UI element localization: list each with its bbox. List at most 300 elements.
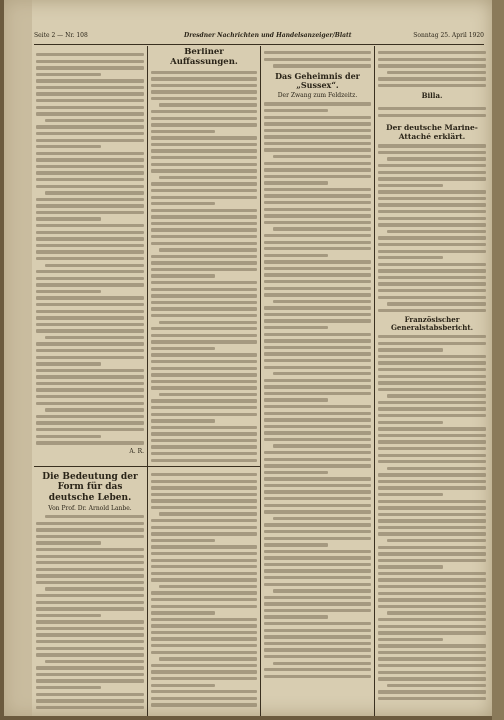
text-line <box>264 543 328 546</box>
text-line <box>264 234 371 237</box>
text-line <box>151 380 257 383</box>
article-continuation <box>264 48 371 70</box>
text-line <box>151 486 257 489</box>
text-line <box>378 493 443 496</box>
text-line <box>36 310 144 313</box>
text-line <box>36 329 144 332</box>
text-line <box>378 77 486 80</box>
text-line <box>264 504 371 507</box>
text-line <box>36 679 144 682</box>
text-line <box>378 223 486 226</box>
text-line <box>264 655 371 658</box>
binding-edge <box>492 0 504 720</box>
text-line <box>264 431 371 434</box>
text-line <box>36 316 144 319</box>
text-line <box>36 441 144 444</box>
text-line <box>151 327 257 330</box>
text-line <box>378 651 486 654</box>
text-line <box>264 352 371 355</box>
text-line <box>378 500 486 503</box>
text-line <box>36 277 144 280</box>
text-line <box>378 342 486 345</box>
text-line <box>36 270 144 273</box>
text-line <box>264 556 371 559</box>
text-line <box>151 222 257 225</box>
text-line <box>264 241 371 244</box>
text-line <box>36 165 144 168</box>
article-billa-body <box>378 104 486 122</box>
text-line <box>264 287 371 290</box>
text-line <box>151 189 257 192</box>
text-line <box>151 182 257 185</box>
text-line <box>151 499 257 502</box>
text-line <box>151 611 215 614</box>
text-line <box>159 321 257 324</box>
text-line <box>151 228 257 231</box>
text-line <box>378 348 443 351</box>
text-line <box>378 592 486 595</box>
article-bedeutung <box>36 472 144 712</box>
text-line <box>151 413 257 416</box>
text-line <box>264 326 328 329</box>
text-line <box>378 480 486 483</box>
article-byline: Von Prof. Dr. Arnold Lanbe. <box>48 505 132 513</box>
text-line <box>378 440 486 443</box>
article-title: Billa. <box>421 92 443 100</box>
text-line <box>378 84 486 87</box>
text-line <box>36 250 144 253</box>
article-title: Französischer Generalstabsbericht. <box>390 316 474 333</box>
text-line <box>159 393 257 396</box>
text-line <box>378 184 443 187</box>
text-line <box>264 471 328 474</box>
text-line <box>151 386 257 389</box>
text-line <box>378 618 486 621</box>
text-line <box>159 512 257 515</box>
text-line <box>378 375 486 378</box>
text-line <box>264 629 371 632</box>
text-line <box>151 419 215 422</box>
text-line <box>36 541 101 544</box>
text-line <box>264 458 371 461</box>
text-line <box>36 106 144 109</box>
text-line <box>36 296 144 299</box>
text-line <box>378 572 486 575</box>
text-line <box>378 625 486 628</box>
text-line <box>36 428 144 431</box>
text-line <box>151 130 215 133</box>
text-line <box>264 510 371 513</box>
column-divider <box>260 46 261 716</box>
text-line <box>378 585 486 588</box>
text-line <box>378 243 486 246</box>
text-line <box>264 398 328 401</box>
text-line <box>36 79 144 82</box>
text-line <box>264 129 371 132</box>
text-line <box>387 157 486 160</box>
text-line <box>264 247 371 250</box>
text-line <box>36 237 144 240</box>
text-line <box>273 155 371 158</box>
text-line <box>264 385 371 388</box>
article-title: Das Geheimnis der „Sussex“. <box>275 72 360 91</box>
text-line <box>159 657 257 660</box>
text-line <box>264 51 371 54</box>
article-continuation <box>378 48 486 88</box>
text-line <box>264 175 371 178</box>
text-line <box>264 366 371 369</box>
text-line <box>151 426 257 429</box>
text-line <box>151 274 215 277</box>
text-line <box>378 598 486 601</box>
newspaper-title: Dresdner Nachrichten und Handelsanzeiger/Blatt <box>184 32 352 39</box>
text-line <box>264 181 328 184</box>
text-line <box>151 605 257 608</box>
text-line <box>264 648 371 651</box>
text-line <box>264 392 371 395</box>
text-line <box>151 136 257 139</box>
text-line <box>378 506 486 509</box>
text-line <box>36 178 144 181</box>
text-line <box>378 546 486 549</box>
text-line <box>264 615 328 618</box>
text-line <box>151 552 257 555</box>
text-line <box>36 198 144 201</box>
text-line <box>264 280 371 283</box>
text-line <box>378 414 486 417</box>
text-line <box>378 269 486 272</box>
text-line <box>36 555 144 558</box>
text-line <box>45 408 144 411</box>
text-line <box>378 388 486 391</box>
text-line <box>36 706 144 709</box>
text-line <box>378 407 486 410</box>
article-franz <box>378 316 486 712</box>
text-line <box>378 164 486 167</box>
text-line <box>151 572 257 575</box>
text-line <box>264 267 371 270</box>
text-line <box>151 406 257 409</box>
text-line <box>264 596 371 599</box>
text-line <box>264 576 371 579</box>
text-line <box>387 71 486 74</box>
text-line <box>45 336 144 339</box>
text-line <box>151 439 257 442</box>
text-line <box>378 657 486 660</box>
text-line <box>151 353 257 356</box>
text-line <box>264 635 371 638</box>
text-line <box>264 194 371 197</box>
text-line <box>264 168 371 171</box>
text-line <box>387 611 486 614</box>
text-line <box>378 144 486 147</box>
newspaper-page <box>4 0 492 716</box>
text-line <box>36 73 101 76</box>
text-line <box>151 288 257 291</box>
column-divider <box>374 46 375 716</box>
text-line <box>378 296 486 299</box>
text-line <box>151 519 257 522</box>
text-line <box>378 361 486 364</box>
text-line <box>36 145 101 148</box>
text-line <box>151 664 257 667</box>
text-line <box>36 640 144 643</box>
article-title: Die Bedeutung der Form für das deutsche Leben. <box>42 472 138 503</box>
text-line <box>159 248 257 251</box>
text-line <box>36 568 144 571</box>
text-line <box>264 602 371 605</box>
text-line <box>378 532 486 535</box>
text-line <box>378 454 486 457</box>
text-line <box>151 367 257 370</box>
text-line <box>36 132 144 135</box>
text-line <box>151 618 257 621</box>
text-line <box>264 464 371 467</box>
text-line <box>36 283 144 286</box>
text-line <box>273 372 371 375</box>
text-line <box>378 217 486 220</box>
masthead <box>34 30 484 42</box>
column-divider <box>147 46 148 466</box>
text-line <box>264 523 371 526</box>
text-line <box>273 662 371 665</box>
issue-date: Sonntag 25. April 1920 <box>413 32 484 39</box>
text-line <box>378 552 486 555</box>
page-margin <box>4 0 32 716</box>
text-line <box>36 303 144 306</box>
text-line <box>378 697 486 700</box>
article-berliner <box>151 48 257 464</box>
text-line <box>378 381 486 384</box>
text-line <box>151 578 257 581</box>
text-line <box>159 176 257 179</box>
text-line <box>264 425 371 428</box>
text-line <box>378 486 486 489</box>
text-line <box>151 84 257 87</box>
text-line <box>264 497 371 500</box>
text-line <box>151 255 257 258</box>
text-line <box>36 152 144 155</box>
text-line <box>387 684 486 687</box>
text-line <box>151 532 257 535</box>
text-line <box>264 379 371 382</box>
text-line <box>36 607 144 610</box>
text-line <box>36 421 144 424</box>
text-line <box>36 185 144 188</box>
text-line <box>378 355 486 358</box>
text-line <box>264 359 371 362</box>
text-line <box>273 444 371 447</box>
text-line <box>36 574 144 577</box>
text-line <box>151 123 257 126</box>
text-line <box>151 493 257 496</box>
text-line <box>264 563 371 566</box>
text-line <box>151 110 257 113</box>
text-line <box>36 395 144 398</box>
text-line <box>36 349 144 352</box>
text-line <box>273 300 371 303</box>
text-line <box>378 236 486 239</box>
text-line <box>264 438 371 441</box>
article-bedeutung-cont <box>151 470 257 712</box>
text-line <box>36 561 144 564</box>
text-line <box>378 631 486 634</box>
text-line <box>36 647 144 650</box>
text-line <box>151 209 257 212</box>
text-line <box>151 373 257 376</box>
text-line <box>378 473 486 476</box>
text-line <box>36 257 144 260</box>
text-line <box>378 210 486 213</box>
text-line <box>151 347 215 350</box>
text-line <box>151 281 257 284</box>
text-line <box>151 235 257 238</box>
text-line <box>378 151 486 154</box>
text-line <box>264 609 371 612</box>
text-line <box>151 77 257 80</box>
text-line <box>378 309 486 312</box>
text-line <box>159 103 257 106</box>
text-line <box>264 537 371 540</box>
text-line <box>387 230 486 233</box>
text-line <box>264 484 371 487</box>
text-line <box>151 480 257 483</box>
article-signature: A. R. <box>129 447 144 455</box>
text-line <box>378 276 486 279</box>
text-line <box>36 53 144 56</box>
text-line <box>378 578 486 581</box>
text-line <box>36 601 144 604</box>
text-line <box>264 569 371 572</box>
text-line <box>151 301 257 304</box>
text-line <box>151 90 257 93</box>
text-line <box>151 143 257 146</box>
text-line <box>264 405 371 408</box>
text-line <box>264 451 371 454</box>
text-line <box>151 196 257 199</box>
text-line <box>36 633 144 636</box>
page-number: Seite 2 — Nr. 108 <box>34 32 88 39</box>
text-line <box>264 306 371 309</box>
text-line <box>36 653 144 656</box>
column-divider <box>147 466 148 716</box>
text-line <box>378 401 486 404</box>
text-line <box>378 256 443 259</box>
text-line <box>151 539 215 542</box>
text-line <box>36 666 144 669</box>
text-line <box>151 452 257 455</box>
text-line <box>378 460 486 463</box>
text-line <box>36 581 144 584</box>
text-line <box>378 203 486 206</box>
text-line <box>378 638 443 641</box>
text-line <box>387 467 486 470</box>
text-line <box>36 382 144 385</box>
article-title: Der deutsche Marine-Attaché erklärt. <box>386 124 478 141</box>
text-line <box>151 670 257 673</box>
text-line <box>36 158 144 161</box>
text-line <box>36 356 144 359</box>
text-line <box>264 109 328 112</box>
text-line <box>387 394 486 397</box>
text-line <box>36 204 144 207</box>
text-line <box>36 244 144 247</box>
text-line <box>378 519 486 522</box>
text-line <box>264 102 371 105</box>
text-line <box>264 412 371 415</box>
article-title: Berliner Auffassungen. <box>170 48 238 67</box>
text-line <box>387 302 486 305</box>
text-line <box>36 388 144 391</box>
text-line <box>36 686 101 689</box>
text-line <box>378 107 486 110</box>
text-line <box>151 545 257 548</box>
text-line <box>264 333 371 336</box>
text-line <box>151 149 257 152</box>
text-line <box>378 559 486 562</box>
text-line <box>36 627 144 630</box>
text-line <box>151 644 257 647</box>
text-line <box>151 294 257 297</box>
text-line <box>264 214 371 217</box>
text-line <box>151 703 257 706</box>
text-line <box>36 66 144 69</box>
text-line <box>264 116 371 119</box>
text-line <box>36 231 144 234</box>
text-line <box>151 117 257 120</box>
text-line <box>264 477 371 480</box>
text-line <box>151 651 257 654</box>
text-line <box>45 119 144 122</box>
text-line <box>36 92 144 95</box>
text-line <box>264 188 371 191</box>
text-line <box>151 697 257 700</box>
text-line <box>36 673 144 676</box>
text-line <box>45 515 144 518</box>
text-line <box>36 60 144 63</box>
text-line <box>151 314 257 317</box>
article-continuation <box>36 50 144 460</box>
text-line <box>36 369 144 372</box>
text-line <box>45 660 144 663</box>
text-line <box>378 171 486 174</box>
text-line <box>264 668 371 671</box>
text-line <box>378 282 486 285</box>
text-line <box>36 112 144 115</box>
text-line <box>378 644 486 647</box>
text-line <box>378 368 486 371</box>
text-line <box>151 215 257 218</box>
text-line <box>36 594 144 597</box>
text-line <box>36 375 144 378</box>
text-line <box>151 399 257 402</box>
text-line <box>264 122 371 125</box>
text-line <box>36 435 101 438</box>
text-line <box>264 346 371 349</box>
text-line <box>378 664 486 667</box>
text-line <box>264 208 371 211</box>
text-line <box>264 339 371 342</box>
text-line <box>378 64 486 67</box>
text-line <box>151 156 257 159</box>
text-line <box>151 268 257 271</box>
text-line <box>36 699 144 702</box>
text-line <box>36 125 144 128</box>
text-line <box>378 114 486 117</box>
text-line <box>36 139 144 142</box>
text-line <box>264 201 371 204</box>
text-line <box>151 97 257 100</box>
